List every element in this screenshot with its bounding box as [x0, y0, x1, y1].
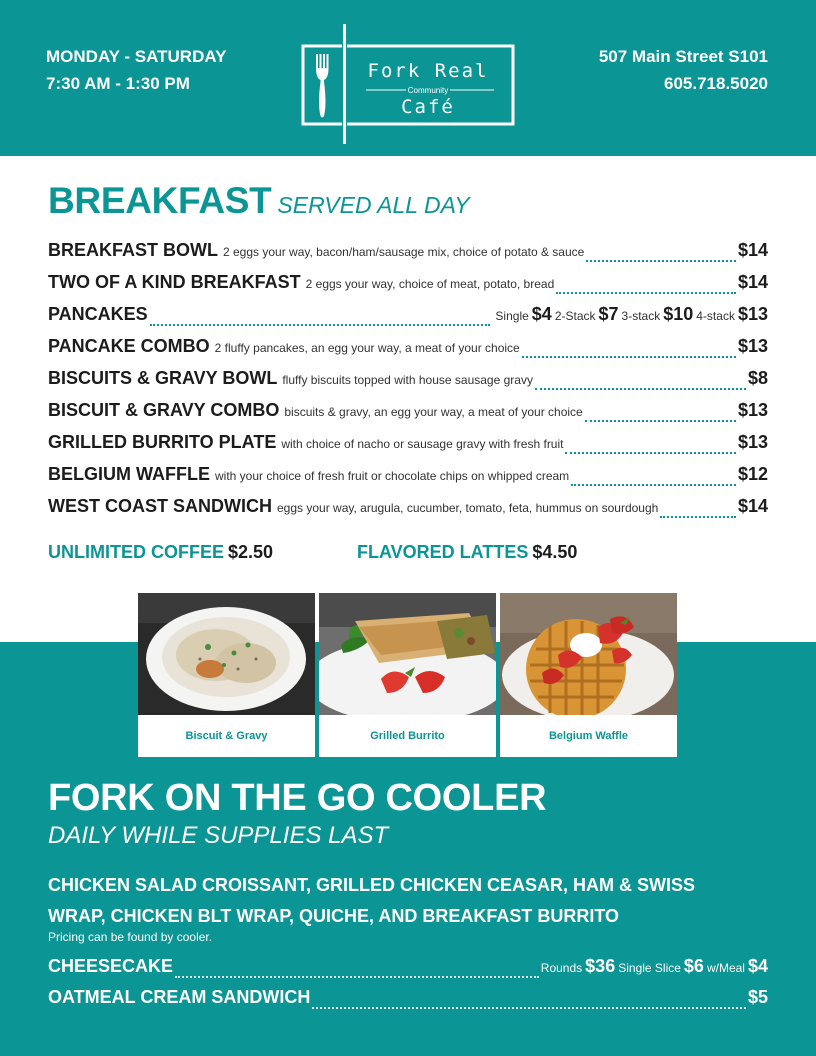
menu-item: [48, 400, 768, 426]
cafe-logo: [300, 24, 516, 144]
item-description: 2 eggs your way, bacon/ham/sausage mix, choice of potato & sauce: [223, 245, 585, 259]
item-name: PANCAKES: [48, 304, 148, 324]
menu-item: [48, 336, 768, 362]
dot-leader: [150, 323, 491, 326]
item-name: BELGIUM WAFFLE: [48, 464, 210, 484]
breakfast-heading: [48, 180, 470, 222]
item-description: 2 eggs your way, choice of meat, potato, bread: [305, 277, 555, 291]
dot-leader: [556, 291, 736, 294]
biscuit-gravy-photo: [138, 593, 315, 715]
item-name: BISCUITS & GRAVY BOWL: [48, 368, 278, 388]
item-price: $8: [747, 368, 768, 388]
belgium-waffle-photo: [500, 593, 677, 715]
dot-leader: [571, 483, 736, 486]
dot-leader: [522, 355, 736, 358]
menu-item: [48, 496, 768, 522]
menu-item-oatmeal: [48, 987, 768, 1013]
item-name: PANCAKE COMBO: [48, 336, 210, 356]
photo-card-burrito: [319, 593, 496, 757]
item-name: WEST COAST SANDWICH: [48, 496, 272, 516]
drink-lattes: [357, 542, 577, 563]
tier-label: 2-Stack: [554, 309, 596, 323]
breakfast-subtitle: SERVED ALL DAY: [277, 192, 470, 218]
item-description: with choice of nacho or sausage gravy with fresh fruit: [281, 437, 564, 451]
fork-icon: [316, 54, 329, 118]
street-address: 507 Main Street S101: [598, 47, 768, 66]
drink-name: UNLIMITED COFFEE: [48, 542, 224, 562]
drink-price: $2.50: [228, 542, 274, 562]
menu-item: [48, 464, 768, 490]
hours-days: MONDAY - SATURDAY: [46, 47, 227, 66]
item-description: with your choice of fresh fruit or chocolate chips on whipped cream: [214, 469, 570, 483]
contact-block: [599, 43, 768, 97]
dot-leader: [660, 515, 736, 518]
menu-item-cheesecake: [48, 956, 768, 982]
cooler-title: FORK ON THE GO COOLER: [48, 777, 547, 819]
tier-label: w/Meal: [706, 961, 745, 975]
tier-price: $4: [531, 304, 552, 324]
item-price: $13: [737, 336, 768, 356]
item-name: BREAKFAST BOWL: [48, 240, 218, 260]
header-band: [0, 0, 816, 156]
menu-item: [48, 368, 768, 394]
dot-leader: [585, 419, 736, 422]
tier-label: 4-stack: [696, 309, 735, 323]
cooler-pricing-note: Pricing can be found by cooler.: [48, 930, 213, 944]
hours-time: 7:30 AM - 1:30 PM: [46, 74, 190, 93]
tier-price: $13: [737, 304, 768, 324]
tier-label: Single: [495, 309, 529, 323]
dot-leader: [312, 1006, 746, 1009]
tier-label: 3-stack: [621, 309, 661, 323]
item-name: GRILLED BURRITO PLATE: [48, 432, 277, 452]
hours-block: [46, 43, 226, 97]
tier-price: $36: [585, 956, 616, 976]
drink-price: $4.50: [532, 542, 578, 562]
tier-price: $6: [683, 956, 704, 976]
tier-price: $10: [663, 304, 694, 324]
logo-line3: Café: [401, 96, 455, 118]
photo-caption: Belgium Waffle: [548, 730, 629, 742]
breakfast-title: BREAKFAST: [48, 180, 272, 221]
item-description: 2 fluffy pancakes, an egg your way, a meat of your choice: [214, 341, 520, 355]
item-name: OATMEAL CREAM SANDWICH: [48, 987, 311, 1007]
menu-item: [48, 272, 768, 298]
item-description: biscuits & gravy, an egg your way, a meat of your choice: [284, 405, 583, 419]
item-description: fluffy biscuits topped with house sausage gravy: [282, 373, 533, 387]
dot-leader: [535, 387, 746, 390]
item-price: $13: [737, 432, 768, 452]
grilled-burrito-photo: [319, 593, 496, 715]
dot-leader: [586, 259, 736, 262]
tier-price: $7: [598, 304, 619, 324]
item-price: $13: [737, 400, 768, 420]
photo-card-waffle: [500, 593, 677, 757]
cooler-items-list: CHICKEN SALAD CROISSANT, GRILLED CHICKEN CEASAR, HAM & SWISS WRAP, CHICKEN BLT WRAP, QUICHE, AND BREAKFAST BURRITO: [48, 875, 696, 926]
item-price: $12: [737, 464, 768, 484]
tier-label: Single Slice: [618, 961, 681, 975]
item-price: $14: [737, 240, 768, 260]
item-name: CHEESECAKE: [48, 956, 174, 976]
item-name: BISCUIT & GRAVY COMBO: [48, 400, 280, 420]
tier-label: Rounds: [540, 961, 583, 975]
item-description: eggs your way, arugula, cucumber, tomato, feta, hummus on sourdough: [277, 501, 659, 515]
cooler-subtitle: DAILY WHILE SUPPLIES LAST: [48, 822, 389, 849]
item-price: $14: [737, 496, 768, 516]
item-name: TWO OF A KIND BREAKFAST: [48, 272, 301, 292]
logo-line2: Community: [407, 86, 449, 95]
logo-line1: Fork Real: [367, 60, 489, 82]
item-price: $5: [747, 987, 768, 1007]
dot-leader: [565, 451, 735, 454]
menu-item: [48, 432, 768, 458]
dot-leader: [175, 975, 539, 978]
phone-number: 605.718.5020: [664, 74, 768, 93]
menu-item: [48, 240, 768, 266]
drink-coffee: [48, 542, 273, 563]
photo-caption: Biscuit & Gravy: [185, 730, 268, 742]
photo-caption: Grilled Burrito: [370, 730, 445, 742]
item-price: $14: [737, 272, 768, 292]
tier-price: $4: [747, 956, 768, 976]
menu-item-pancakes: [48, 304, 768, 330]
photo-card-biscuit: [138, 593, 315, 757]
drink-name: FLAVORED LATTES: [357, 542, 529, 562]
